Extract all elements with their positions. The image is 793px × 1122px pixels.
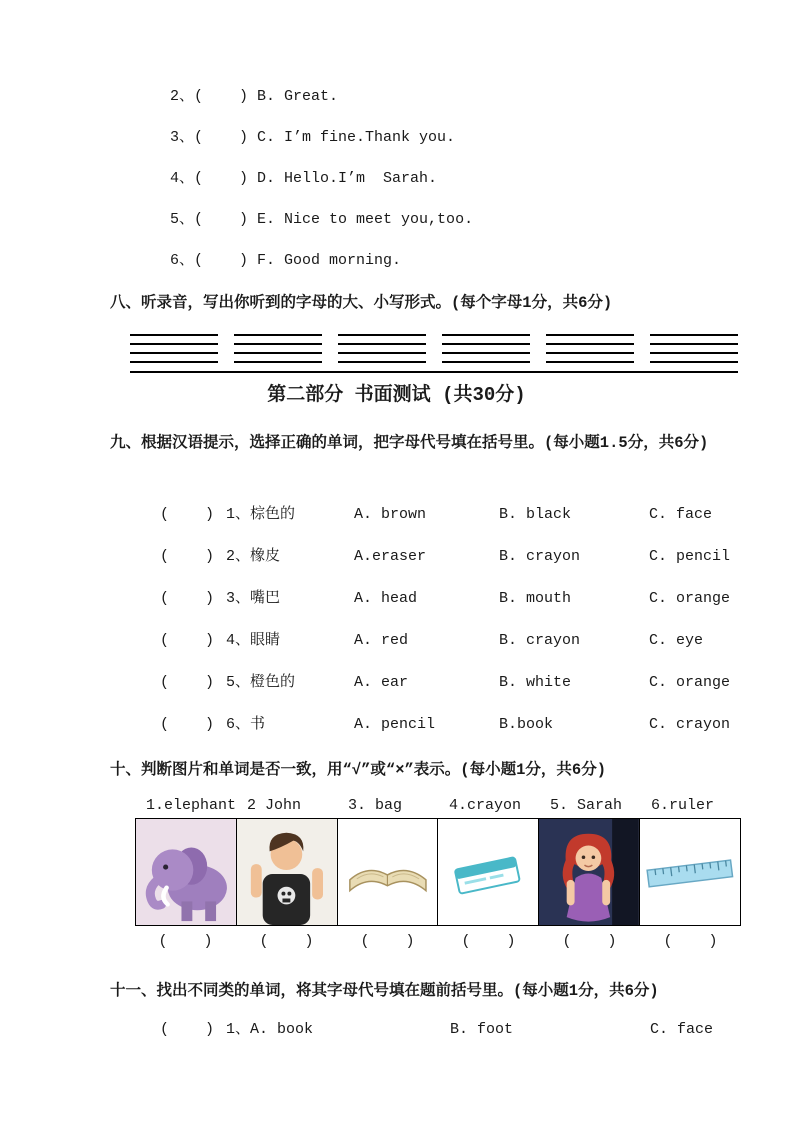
option-a: A. brown bbox=[354, 506, 427, 523]
writing-line bbox=[234, 334, 322, 343]
writing-line bbox=[130, 343, 218, 352]
item-number: 2、 bbox=[170, 88, 195, 105]
word-choice-row bbox=[160, 716, 780, 734]
crayon-box-image bbox=[438, 819, 538, 925]
image-word-label: 1.elephant bbox=[146, 797, 237, 814]
answer-blank: ( ) bbox=[194, 211, 258, 228]
letter-writing-lines bbox=[130, 334, 738, 370]
ruler-image bbox=[640, 819, 740, 925]
answer-blank: ( ) bbox=[160, 548, 215, 565]
question-number: 5、橙色的 bbox=[226, 674, 296, 691]
option-c: C. face bbox=[650, 1021, 714, 1038]
option-c: C. orange bbox=[649, 674, 731, 691]
matching-item bbox=[170, 211, 473, 229]
writing-line bbox=[130, 361, 218, 370]
open-book-image bbox=[338, 819, 438, 925]
part-2-heading: 第二部分 书面测试 (共30分) bbox=[267, 384, 526, 406]
option-a: A.eraser bbox=[354, 548, 427, 565]
writing-line bbox=[338, 361, 426, 370]
section-8-title: 八、听录音，写出你听到的字母的大、小写形式。(每个字母1分，共6分) bbox=[110, 294, 613, 312]
odd-one-out-row bbox=[160, 1021, 780, 1039]
word-choice-row bbox=[160, 506, 780, 524]
option-a: A. ear bbox=[354, 674, 409, 691]
writing-line bbox=[546, 352, 634, 361]
section-9-title: 九、根据汉语提示，选择正确的单词，把字母代号填在括号里。(每小题1.5分，共6分) bbox=[110, 434, 709, 452]
item-number: 6、 bbox=[170, 252, 195, 269]
image-word-label: 5. Sarah bbox=[550, 797, 623, 814]
image-cell bbox=[135, 818, 237, 926]
option-b: B. foot bbox=[450, 1021, 514, 1038]
matching-item bbox=[170, 88, 473, 106]
answer-blank: ( ) bbox=[360, 933, 415, 950]
writing-line bbox=[234, 352, 322, 361]
question-number: 2、橡皮 bbox=[226, 548, 281, 565]
question-number: 1、棕色的 bbox=[226, 506, 296, 523]
writing-line bbox=[650, 334, 738, 343]
image-cell bbox=[639, 818, 741, 926]
image-word-labels bbox=[135, 797, 741, 814]
word-choice-row bbox=[160, 674, 780, 692]
writing-line bbox=[234, 361, 322, 370]
writing-line-group bbox=[130, 334, 218, 370]
answer-blank: ( ) bbox=[194, 170, 258, 187]
word-choice-row bbox=[160, 548, 780, 566]
answer-blank: ( ) bbox=[160, 674, 215, 691]
answer-blank: ( ) bbox=[158, 933, 213, 950]
word-choice-row bbox=[160, 632, 780, 650]
writing-line bbox=[338, 343, 426, 352]
answer-blank: ( ) bbox=[461, 933, 516, 950]
writing-line bbox=[442, 343, 530, 352]
girl-sarah-image bbox=[539, 819, 639, 925]
writing-line bbox=[546, 334, 634, 343]
answer-blank: ( ) bbox=[663, 933, 718, 950]
matching-item bbox=[170, 252, 473, 270]
writing-line bbox=[650, 352, 738, 361]
image-cell bbox=[437, 818, 539, 926]
question-number: 3、嘴巴 bbox=[226, 590, 281, 607]
writing-line bbox=[546, 343, 634, 352]
item-number: 3、 bbox=[170, 129, 195, 146]
option-c: C. crayon bbox=[649, 716, 731, 733]
answer-blank: ( ) bbox=[562, 933, 617, 950]
writing-line bbox=[338, 334, 426, 343]
question-number-and-option-a: 1、A. book bbox=[226, 1021, 314, 1038]
writing-line bbox=[338, 352, 426, 361]
option-text: F. Good morning. bbox=[257, 252, 402, 269]
option-c: C. face bbox=[649, 506, 713, 523]
writing-line bbox=[442, 352, 530, 361]
image-answer-blanks bbox=[135, 933, 741, 950]
option-text: D. Hello.I’m Sarah. bbox=[257, 170, 438, 187]
option-b: B. white bbox=[499, 674, 572, 691]
writing-line bbox=[650, 361, 738, 370]
option-a: A. pencil bbox=[354, 716, 436, 733]
writing-line bbox=[234, 343, 322, 352]
writing-line-group bbox=[234, 334, 322, 370]
word-choice-table bbox=[160, 506, 780, 758]
image-cell bbox=[236, 818, 338, 926]
image-word-label: 3. bag bbox=[348, 797, 403, 814]
option-b: B. mouth bbox=[499, 590, 572, 607]
writing-line-group bbox=[546, 334, 634, 370]
option-c: C. orange bbox=[649, 590, 731, 607]
writing-baseline bbox=[130, 371, 738, 373]
word-choice-row bbox=[160, 590, 780, 608]
question-number: 4、眼睛 bbox=[226, 632, 281, 649]
writing-line bbox=[650, 343, 738, 352]
answer-blank: ( ) bbox=[160, 632, 215, 649]
option-b: B. crayon bbox=[499, 632, 581, 649]
answer-blank: ( ) bbox=[160, 506, 215, 523]
answer-blank: ( ) bbox=[259, 933, 314, 950]
answer-blank: ( ) bbox=[194, 88, 258, 105]
elephant-image bbox=[136, 819, 236, 925]
image-word-label: 2 John bbox=[247, 797, 302, 814]
option-text: B. Great. bbox=[257, 88, 339, 105]
answer-blank: ( ) bbox=[160, 716, 215, 733]
matching-item bbox=[170, 129, 473, 147]
boy-john-image bbox=[237, 819, 337, 925]
writing-line-group bbox=[650, 334, 738, 370]
answer-blank: ( ) bbox=[194, 252, 258, 269]
option-text: C. I’m fine.Thank you. bbox=[257, 129, 456, 146]
writing-line bbox=[442, 334, 530, 343]
option-text: E. Nice to meet you,too. bbox=[257, 211, 474, 228]
writing-line-group bbox=[442, 334, 530, 370]
answer-blank: ( ) bbox=[160, 590, 215, 607]
option-a: A. head bbox=[354, 590, 418, 607]
writing-line-group bbox=[338, 334, 426, 370]
image-cell bbox=[337, 818, 439, 926]
image-cell bbox=[538, 818, 640, 926]
image-word-label: 4.crayon bbox=[449, 797, 522, 814]
writing-line bbox=[442, 361, 530, 370]
option-c: C. eye bbox=[649, 632, 704, 649]
image-strip bbox=[135, 818, 741, 926]
matching-item bbox=[170, 170, 473, 188]
section-10-title: 十、判断图片和单词是否一致，用“√”或“×”表示。(每小题1分，共6分) bbox=[110, 761, 607, 779]
option-b: B. black bbox=[499, 506, 572, 523]
option-b: B. crayon bbox=[499, 548, 581, 565]
option-c: C. pencil bbox=[649, 548, 731, 565]
answer-blank: ( ) bbox=[194, 129, 258, 146]
section-11-title: 十一、找出不同类的单词，将其字母代号填在题前括号里。(每小题1分，共6分) bbox=[110, 982, 659, 1000]
writing-line bbox=[546, 361, 634, 370]
writing-line bbox=[130, 352, 218, 361]
option-b: B.book bbox=[499, 716, 554, 733]
writing-line bbox=[130, 334, 218, 343]
answer-blank: ( ) bbox=[160, 1021, 215, 1038]
listening-matching-list bbox=[170, 88, 473, 293]
option-a: A. red bbox=[354, 632, 409, 649]
image-word-label: 6.ruler bbox=[651, 797, 715, 814]
item-number: 5、 bbox=[170, 211, 195, 228]
item-number: 4、 bbox=[170, 170, 195, 187]
question-number: 6、书 bbox=[226, 716, 266, 733]
